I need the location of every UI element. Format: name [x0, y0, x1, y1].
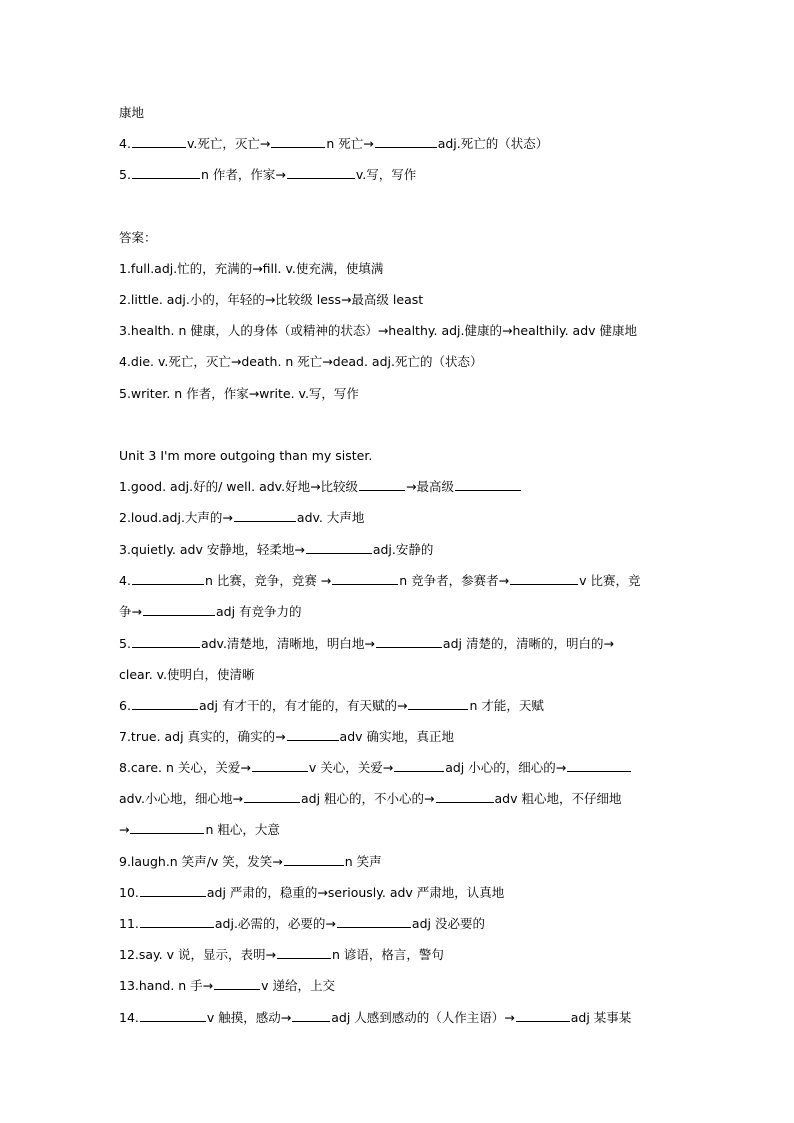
fill-blank[interactable]: [143, 603, 215, 616]
fill-blank[interactable]: [394, 759, 444, 772]
line-text: n 谚语，格言，警句: [331, 947, 444, 962]
fill-blank[interactable]: [234, 509, 296, 522]
fill-blank[interactable]: [214, 977, 260, 990]
fill-blank[interactable]: [252, 759, 308, 772]
fill-blank[interactable]: [140, 1009, 206, 1022]
fill-blank[interactable]: [306, 541, 372, 554]
fill-blank[interactable]: [132, 166, 200, 179]
line-text: n 作者，作家→: [200, 167, 286, 182]
line-text: n 竞争者，参赛者→: [399, 573, 510, 588]
text-line: [119, 166, 416, 184]
line-text: 3.quietly. adv 安静地，轻柔地→: [119, 542, 305, 557]
fill-blank[interactable]: [516, 1009, 570, 1022]
fill-blank[interactable]: [287, 728, 339, 741]
line-text: adv 确实地，真正地: [339, 729, 455, 744]
fill-blank[interactable]: [271, 135, 325, 148]
text-line: [119, 104, 144, 122]
line-text: 9.laugh.n 笑声/v 笑，发笑→: [119, 854, 283, 869]
exercise-line: [119, 884, 504, 902]
exercise-line: [119, 603, 302, 621]
exercise-line: [119, 541, 433, 559]
line-text: 康地: [119, 105, 145, 120]
line-text: 7.true. adj 真实的，确实的→: [119, 729, 286, 744]
answer-line: 3.health. n 健康，人的身体（或精神的状态）→healthy. adj.健康的→healthily. adv 健康地: [119, 323, 638, 338]
line-text: n 才能，天赋: [469, 698, 544, 713]
line-text: adj 有才干的，有才能的，有天赋的→: [198, 698, 408, 713]
line-text: n 粗心，大意: [205, 822, 280, 837]
fill-blank[interactable]: [132, 572, 204, 585]
line-text: adj 人感到感动的（人作主语）→: [331, 1010, 515, 1025]
fill-blank[interactable]: [567, 759, 631, 772]
line-text: →最高级: [406, 479, 455, 494]
exercise-line: [119, 509, 364, 527]
fill-blank[interactable]: [376, 635, 442, 648]
fill-blank[interactable]: [132, 635, 200, 648]
exercise-line: [119, 572, 641, 590]
fill-blank[interactable]: [359, 478, 405, 491]
exercise-line: [119, 821, 280, 839]
answer-line: 4.die. v.死亡，灭亡→death. n 死亡→dead. adj.死亡的（状态）: [119, 354, 483, 369]
line-text: 4.: [119, 573, 131, 588]
line-text: 10.: [119, 885, 139, 900]
line-text: 14.: [119, 1010, 139, 1025]
line-text: 4.: [119, 136, 131, 151]
line-text: adj 某事某: [570, 1010, 632, 1025]
exercise-line: [119, 946, 444, 964]
exercise-line: [119, 790, 621, 808]
line-text: 13.hand. n 手→: [119, 978, 214, 993]
fill-blank[interactable]: [408, 697, 468, 710]
line-text: 2.loud.adj.大声的→: [119, 510, 233, 525]
line-text: 1.good. adj.好的/ well. adv.好地→比较级: [119, 479, 359, 494]
exercise-line: [119, 666, 255, 684]
fill-blank[interactable]: [140, 884, 206, 897]
fill-blank[interactable]: [284, 853, 344, 866]
line-text: n 死亡→: [326, 136, 374, 151]
line-text: 5.: [119, 167, 131, 182]
line-text: 争→: [119, 604, 142, 619]
exercise-line: [119, 1009, 631, 1027]
fill-blank[interactable]: [277, 946, 331, 959]
line-text: v 关心，关爱→: [308, 760, 394, 775]
fill-blank[interactable]: [455, 478, 521, 491]
line-text: adj.安静的: [372, 542, 434, 557]
answers-heading: 答案：: [119, 230, 157, 245]
line-text: adj 小心的，细心的→: [445, 760, 567, 775]
line-text: adj.死亡的（状态）: [437, 136, 549, 151]
line-text: clear. v.使明白，使清晰: [119, 667, 255, 682]
line-text: v 触摸，感动→: [206, 1010, 292, 1025]
text-line: [119, 135, 548, 153]
line-text: v 递给，上交: [261, 978, 336, 993]
line-text: 6.: [119, 698, 131, 713]
line-text: adv.清楚地，清晰地，明白地→: [200, 636, 375, 651]
exercise-line: [119, 697, 544, 715]
line-text: adv. 大声地: [296, 510, 365, 525]
fill-blank[interactable]: [132, 697, 198, 710]
line-text: →: [119, 822, 130, 837]
exercise-line: [119, 759, 632, 777]
line-text: adj 没必要的: [411, 916, 485, 931]
line-text: n 笑声: [344, 854, 382, 869]
line-text: v.写，写作: [355, 167, 417, 182]
fill-blank[interactable]: [140, 915, 214, 928]
unit-title: Unit 3 I'm more outgoing than my sister.: [119, 448, 373, 463]
exercise-line: [119, 853, 382, 871]
line-text: adj 有竞争力的: [215, 604, 302, 619]
fill-blank[interactable]: [292, 1009, 330, 1022]
fill-blank[interactable]: [132, 135, 186, 148]
fill-blank[interactable]: [375, 135, 437, 148]
fill-blank[interactable]: [287, 166, 355, 179]
fill-blank[interactable]: [337, 915, 411, 928]
exercise-line: [119, 635, 614, 653]
line-text: v 比赛，竞: [579, 573, 641, 588]
line-text: adj 严肃的，稳重的→seriously. adv 严肃地，认真地: [206, 885, 505, 900]
fill-blank[interactable]: [244, 790, 300, 803]
line-text: 11.: [119, 916, 139, 931]
exercise-line: [119, 728, 454, 746]
line-text: adv 粗心地，不仔细地: [494, 791, 622, 806]
exercise-line: [119, 977, 335, 995]
line-text: adj.必需的，必要的→: [214, 916, 336, 931]
line-text: 5.: [119, 636, 131, 651]
fill-blank[interactable]: [510, 572, 578, 585]
answer-line: 5.writer. n 作者，作家→write. v.写，写作: [119, 386, 359, 401]
line-text: adv.小心地，细心地→: [119, 791, 243, 806]
exercise-line: [119, 915, 485, 933]
fill-blank[interactable]: [332, 572, 398, 585]
line-text: 12.say. v 说，显示，表明→: [119, 947, 276, 962]
answer-line: 2.little. adj.小的，年轻的→比较级 less→最高级 least: [119, 292, 424, 307]
line-text: 8.care. n 关心，关爱→: [119, 760, 251, 775]
line-text: v.死亡，灭亡→: [186, 136, 271, 151]
line-text: n 比赛，竞争，竞赛 →: [204, 573, 332, 588]
line-text: adj 清楚的，清晰的，明白的→: [442, 636, 614, 651]
fill-blank[interactable]: [130, 821, 204, 834]
fill-blank[interactable]: [436, 790, 494, 803]
answer-line: 1.full.adj.忙的，充满的→fill. v.使充满，使填满: [119, 261, 384, 276]
exercise-line: [119, 478, 522, 496]
line-text: adj 粗心的，不小心的→: [300, 791, 435, 806]
